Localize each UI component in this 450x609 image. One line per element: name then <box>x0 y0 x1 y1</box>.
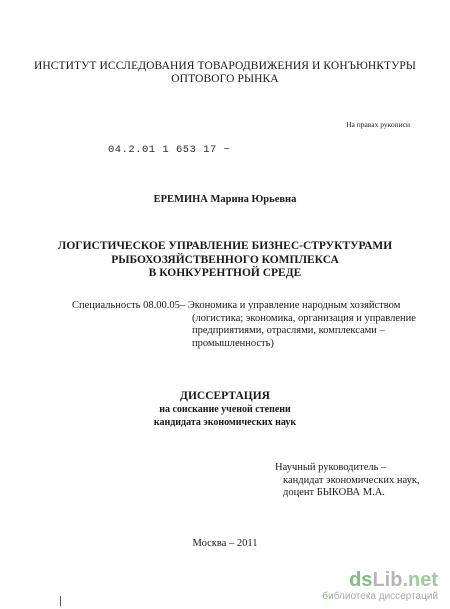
specialty-line-3: предприятиями, отраслями, комплексами – <box>192 325 385 336</box>
institute-line-1: ИНСТИТУТ ИССЛЕДОВАНИЯ ТОВАРОДВИЖЕНИЯ И КОНЪЮНКТУРЫ <box>33 60 417 72</box>
specialty-line-1: – Экономика и управление народным хозяйством <box>180 300 401 311</box>
watermark <box>310 566 440 606</box>
advisor-line-1: Научный руководитель – <box>275 462 387 473</box>
advisor-line-2: кандидат экономических наук, <box>283 474 420 486</box>
watermark-subtitle <box>322 591 438 602</box>
svg-text:dsLib.net: dsLib.net <box>349 569 438 590</box>
specialty-description <box>180 300 430 350</box>
author-name: ЕРЕМИНА Марина Юрьевна <box>153 194 297 205</box>
degree-line-2: кандидата экономических наук <box>153 416 297 428</box>
advisor-line-3: доцент БЫКОВА М.А. <box>283 487 385 498</box>
margin-mark <box>60 596 61 606</box>
manuscript-rights-note: На правах рукописи <box>346 120 410 129</box>
degree-info <box>0 404 450 429</box>
institute-name <box>0 60 450 86</box>
dslib-logo <box>310 566 440 590</box>
degree-line-1: на соискание ученой степени <box>159 404 291 415</box>
scientific-advisor <box>275 462 420 500</box>
dissertation-title <box>0 240 450 281</box>
specialty-code: Специальность 08.00.05 <box>72 300 180 311</box>
title-line-2: РЫБОХОЗЯЙСТВЕННОГО КОМПЛЕКСА <box>111 253 339 266</box>
specialty-line-4: промышленность) <box>192 337 274 349</box>
title-line-1: ЛОГИСТИЧЕСКОЕ УПРАВЛЕНИЕ БИЗНЕС-СТРУКТУРАМИ <box>57 240 393 252</box>
dissertation-heading: ДИССЕРТАЦИЯ <box>180 390 270 402</box>
institute-line-2: ОПТОВОГО РЫНКА <box>171 73 279 85</box>
watermark-subtitle-text: иблиотека диссертаций <box>328 591 438 602</box>
city-year: Москва – 2011 <box>192 538 258 549</box>
watermark-subtitle-prefix: б <box>322 591 329 602</box>
specialty-line-2: (логистика; экономика, организация и управление <box>192 312 416 324</box>
title-line-3: В КОНКУРЕНТНОЙ СРЕДЕ <box>148 267 302 279</box>
catalog-number-stamp: 04.2.01 1 653 17 ~ <box>108 144 231 156</box>
